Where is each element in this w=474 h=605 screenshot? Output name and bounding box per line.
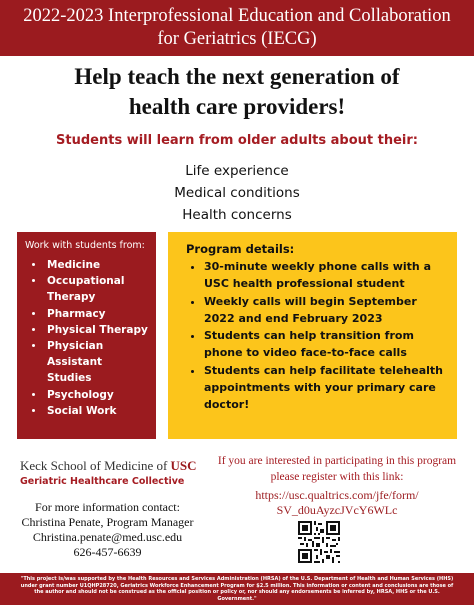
banner-line-2: for Geriatrics (IECG) xyxy=(157,29,317,49)
topic-item: Medical conditions xyxy=(174,185,300,201)
program-item: • 30-minute weekly phone calls with a USC health professional student xyxy=(204,258,449,293)
contact-heading: For more information contact: xyxy=(35,500,180,514)
headline-line-2: health care providers! xyxy=(128,94,346,119)
contact-info xyxy=(0,500,215,560)
disciplines-panel xyxy=(17,232,156,439)
headline-line-1: Help teach the next generation of xyxy=(74,64,400,89)
disciplines-title: Work with students from: xyxy=(25,240,145,251)
program-item: • Students can help facilitate telehealth appointments with your primary care doctor! xyxy=(204,362,449,414)
register-link-line-1[interactable]: https://usc.qualtrics.com/jfe/form/ xyxy=(255,488,419,502)
intro-text: Students will learn from older adults about their: xyxy=(56,133,418,148)
program-item: • Weekly calls will begin September 2022 and end February 2023 xyxy=(204,293,449,328)
funding-disclaimer: "This project is/was supported by the Health Resources and Services Administration (HRSA) of the U.S. Department of Health and Human Services (HHS) under grant number U1QHP28720, Geriatrics Workforce Enhancement Program for $2.5 million. This information or content and conclusions are those of the author and should not be construed as the official position or policy or, nor should any endorsements be inferred by, HRSA, HHS or the U.S. Government." xyxy=(0,573,474,605)
discipline-item: • Medicine xyxy=(45,257,150,273)
register-line-1: If you are interested in participating in this program xyxy=(217,455,457,467)
qr-code-icon[interactable] xyxy=(298,521,340,563)
register-link-line-2[interactable]: SV_d0uAyzcJVcY6WLc xyxy=(276,503,398,517)
keck-name: Keck School of Medicine of xyxy=(20,458,171,473)
discipline-item: • Physician Assistant Studies xyxy=(45,338,150,387)
usc-wordmark: USC xyxy=(170,458,197,473)
discipline-item: • Psychology xyxy=(45,387,150,403)
banner-line-1: 2022-2023 Interprofessional Education and Collaboration xyxy=(23,6,451,26)
keck-logo xyxy=(20,458,197,474)
discipline-item: • Pharmacy xyxy=(45,306,150,322)
title-banner xyxy=(0,0,474,56)
register-link[interactable] xyxy=(200,488,474,518)
topic-item: Life experience xyxy=(185,163,289,179)
contact-phone: 626-457-6639 xyxy=(73,545,142,559)
discipline-item: • Social Work xyxy=(45,403,150,419)
topics-list xyxy=(0,160,474,226)
register-line-2: please register with this link: xyxy=(270,471,404,483)
disciplines-list xyxy=(25,257,150,419)
topic-item: Health concerns xyxy=(182,207,292,223)
contact-name: Christina Penate, Program Manager xyxy=(21,515,194,529)
register-prompt xyxy=(200,453,474,485)
discipline-item: • Occupational Therapy xyxy=(45,273,150,305)
program-list xyxy=(186,258,449,414)
collective-name: Geriatric Healthcare Collective xyxy=(20,476,185,487)
discipline-item: • Physical Therapy xyxy=(45,322,150,338)
program-item: • Students can help transition from phone to video face-to-face calls xyxy=(204,327,449,362)
program-title: Program details: xyxy=(186,242,295,256)
headline xyxy=(0,62,474,122)
contact-email[interactable]: Christina.penate@med.usc.edu xyxy=(32,530,183,544)
program-details-panel xyxy=(168,232,457,439)
